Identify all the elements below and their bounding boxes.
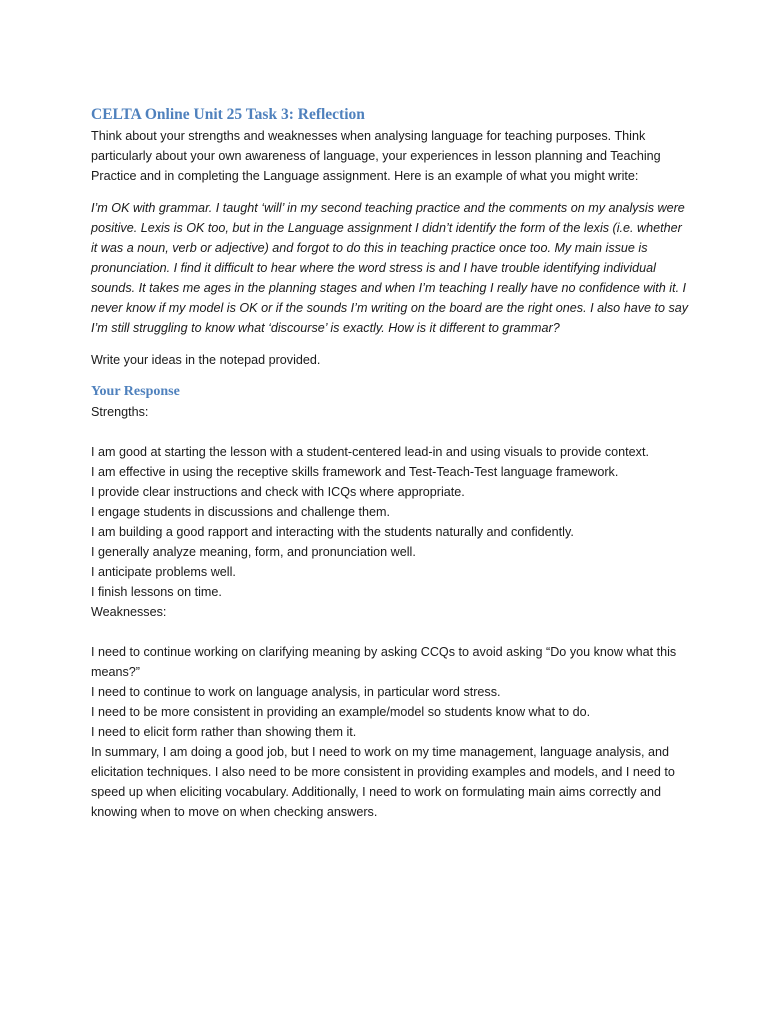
instructions-paragraph: Think about your strengths and weaknesses when analysing language for teaching purposes. Think particularly about your own awareness of language, your experiences in lesson planning and Teaching Practice and in completing the Language assignment. Here is an example of what you might write: [91, 129, 661, 183]
weakness-item: I need to continue working on clarifying meaning by asking CCQs to avoid asking “Do you know what this means?” [91, 645, 677, 679]
strength-item: I provide clear instructions and check with ICQs where appropriate. [91, 485, 465, 499]
spacer [91, 422, 691, 442]
prompt-text: Write your ideas in the notepad provided. [91, 353, 321, 367]
weaknesses-label: Weaknesses: [91, 605, 167, 619]
weakness-item: I need to be more consistent in providing an example/model so students know what to do. [91, 705, 591, 719]
strength-item: I finish lessons on time. [91, 585, 222, 599]
strength-item: I am good at starting the lesson with a student-centered lead-in and using visuals to provide context. [91, 445, 649, 459]
strength-item: I anticipate problems well. [91, 565, 236, 579]
page-title: CELTA Online Unit 25 Task 3: Reflection [91, 106, 365, 123]
example-paragraph: I’m OK with grammar. I taught ‘will’ in my second teaching practice and the comments on my analysis were positive. Lexis is OK too, but in the Language assignment I didn’t identify the form of the lexis (i.e. whether it was a noun, verb or adjective) and forgot to do this in teaching practice once too. My main issue is pronunciation. I find it difficult to hear where the word stress is and I have trouble identifying individual sounds. It takes me ages in the planning stages and when I’m teaching I really have no confidence with it. I never know if my model is OK or if the sounds I’m writing on the board are the right ones. I also have to say I’m still struggling to know what ‘discourse’ is exactly. How is it different to grammar? [91, 201, 689, 335]
weaknesses-list [91, 642, 691, 742]
response-heading: Your Response [91, 384, 180, 399]
summary-paragraph: In summary, I am doing a good job, but I need to work on my time management, language analysis, and elicitation techniques. I also need to be more consistent in providing examples and models, and I need to speed up when eliciting vocabulary. Additionally, I need to work on formulating main aims correctly and knowing when to move on when checking answers. [91, 745, 675, 819]
strength-item: I generally analyze meaning, form, and pronunciation well. [91, 545, 416, 559]
strengths-label: Strengths: [91, 405, 149, 419]
document-content [91, 104, 691, 822]
spacer [91, 622, 691, 642]
weakness-item: I need to continue to work on language analysis, in particular word stress. [91, 685, 501, 699]
weakness-item: I need to elicit form rather than showing them it. [91, 725, 357, 739]
strengths-list [91, 442, 691, 602]
strength-item: I am effective in using the receptive skills framework and Test-Teach-Test language framework. [91, 465, 619, 479]
strength-item: I engage students in discussions and challenge them. [91, 505, 390, 519]
strength-item: I am building a good rapport and interacting with the students naturally and confidently. [91, 525, 574, 539]
